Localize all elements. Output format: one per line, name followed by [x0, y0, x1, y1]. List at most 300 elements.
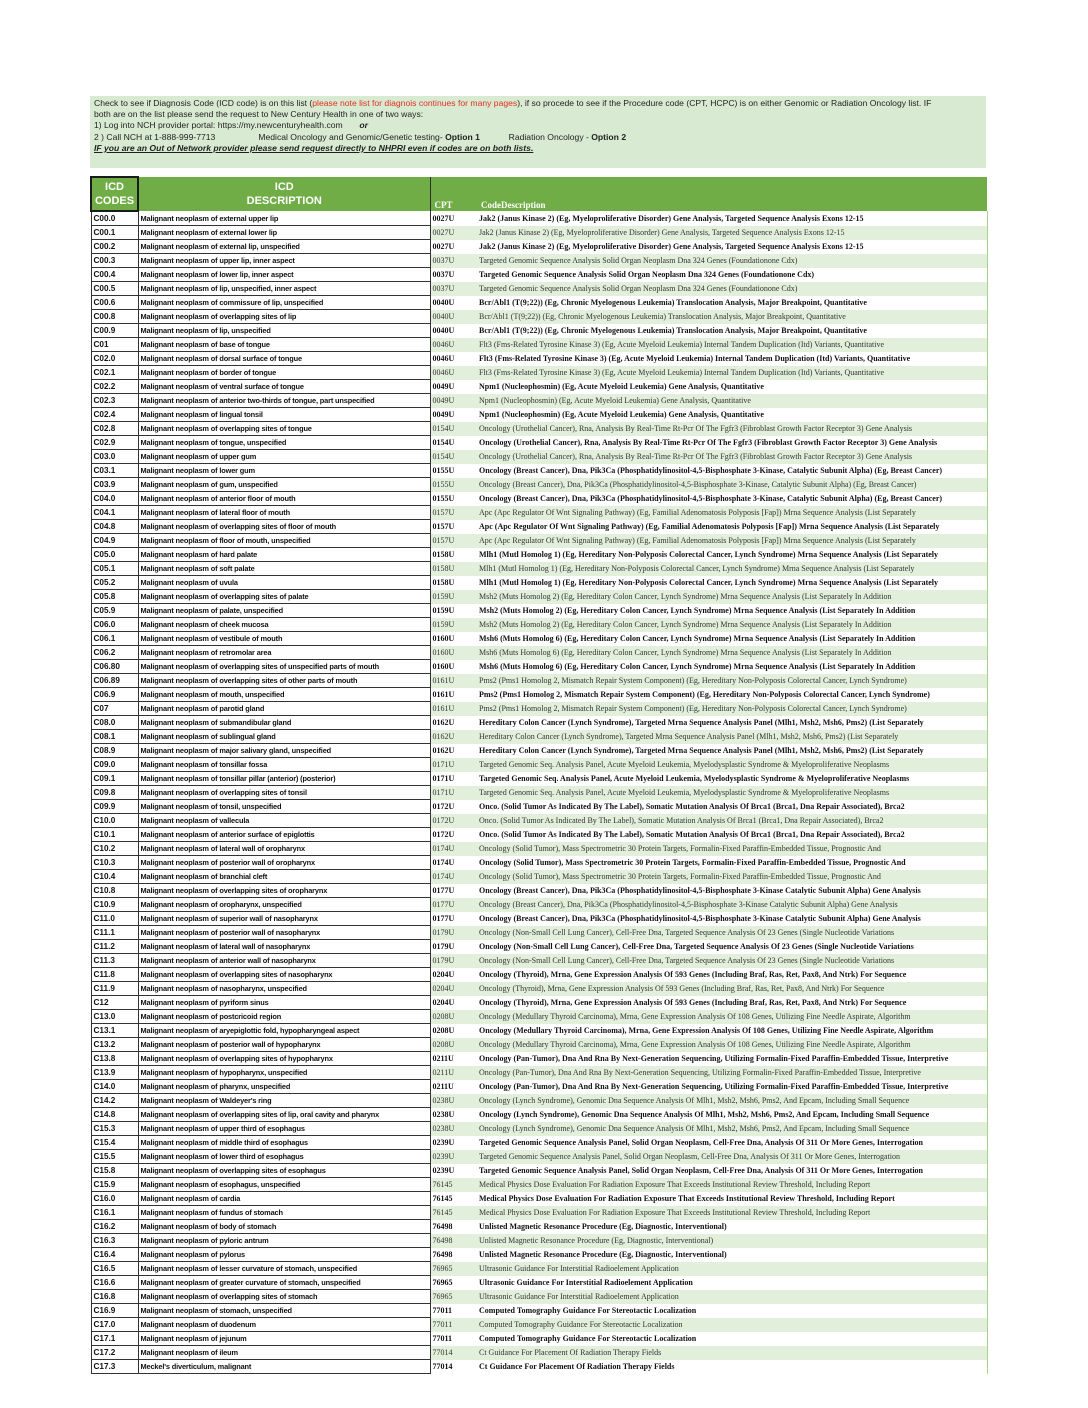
code-description-cell: Targeted Genomic Seq. Analysis Panel, Acute Myeloid Leukemia, Myelodysplastic Syndrome & Myeloproliferative Neoplasms: [477, 786, 987, 800]
icd-description-cell: Malignant neoplasm of retromolar area: [138, 646, 430, 660]
icd-description-cell: Malignant neoplasm of overlapping sites of nasopharynx: [138, 968, 430, 982]
icd-description-cell: Malignant neoplasm of anterior floor of mouth: [138, 492, 430, 506]
icd-code-cell: C00.4: [91, 268, 138, 282]
cpt-code-cell: 0204U: [430, 968, 477, 982]
table-row: [91, 1234, 987, 1248]
icd-code-cell: C11.9: [91, 982, 138, 996]
cpt-code-cell: 76498: [430, 1248, 477, 1262]
cpt-code-cell: 0172U: [430, 828, 477, 842]
icd-description-cell: Malignant neoplasm of tongue, unspecified: [138, 436, 430, 450]
cpt-code-cell: 0046U: [430, 366, 477, 380]
code-description-cell: Medical Physics Dose Evaluation For Radiation Exposure That Exceeds Institutional Review Threshold, Including Report: [477, 1192, 987, 1206]
code-description-cell: Oncology (Thyroid), Mrna, Gene Expression Analysis Of 593 Genes (Including Braf, Ras, Ret, Pax8, And Ntrk) For Sequence: [477, 996, 987, 1010]
table-row: [91, 408, 987, 422]
icd-description-cell: Malignant neoplasm of pharynx, unspecified: [138, 1080, 430, 1094]
code-description-cell: Oncology (Solid Tumor), Mass Spectrometric 30 Protein Targets, Formalin-Fixed Paraffin-Embedded Tissue, Prognostic And: [477, 856, 987, 870]
cpt-code-cell: 0238U: [430, 1108, 477, 1122]
table-row: [91, 1010, 987, 1024]
cpt-code-cell: 0157U: [430, 534, 477, 548]
table-row: [91, 352, 987, 366]
cpt-code-cell: 77014: [430, 1346, 477, 1360]
icd-description-cell: Meckel's diverticulum, malignant: [138, 1360, 430, 1374]
notice-line-3: [94, 120, 982, 131]
icd-description-cell: Malignant neoplasm of duodenum: [138, 1318, 430, 1332]
icd-description-cell: Malignant neoplasm of overlapping sites of other parts of mouth: [138, 674, 430, 688]
icd-description-cell: Malignant neoplasm of jejunum: [138, 1332, 430, 1346]
table-row: [91, 1332, 987, 1346]
icd-description-cell: Malignant neoplasm of posterior wall of nasopharynx: [138, 926, 430, 940]
icd-code-cell: C16.8: [91, 1290, 138, 1304]
cpt-code-cell: 0174U: [430, 870, 477, 884]
icd-description-cell: Malignant neoplasm of palate, unspecified: [138, 604, 430, 618]
portal-link-text: 1) Log into NCH provider portal: https://my.newcenturyhealth.com: [94, 120, 343, 131]
table-row: [91, 282, 987, 296]
cpt-code-cell: 0171U: [430, 772, 477, 786]
icd-code-cell: C16.3: [91, 1234, 138, 1248]
icd-code-cell: C16.9: [91, 1304, 138, 1318]
notice-line-5: IF you are an Out of Network provider please send request directly to NHPRI even if codes are on both lists.: [94, 142, 534, 153]
table-row: [91, 646, 987, 660]
icd-code-cell: C05.9: [91, 604, 138, 618]
table-row: [91, 268, 987, 282]
code-description-cell: Oncology (Lynch Syndrome), Genomic Dna Sequence Analysis Of Mlh1, Msh2, Msh6, Pms2, And Epcam, Including Small Sequence: [477, 1094, 987, 1108]
table-row: [91, 842, 987, 856]
cpt-code-cell: 0211U: [430, 1052, 477, 1066]
table-row: [91, 884, 987, 898]
icd-code-cell: C14.8: [91, 1108, 138, 1122]
icd-code-cell: C11.8: [91, 968, 138, 982]
icd-code-cell: C00.3: [91, 254, 138, 268]
table-row: [91, 1192, 987, 1206]
cpt-code-cell: 0037U: [430, 254, 477, 268]
icd-code-cell: C06.80: [91, 660, 138, 674]
cpt-code-cell: 76145: [430, 1206, 477, 1220]
code-description-cell: Oncology (Solid Tumor), Mass Spectrometric 30 Protein Targets, Formalin-Fixed Paraffin-Embedded Tissue, Prognostic And: [477, 870, 987, 884]
icd-description-cell: Malignant neoplasm of overlapping sites of floor of mouth: [138, 520, 430, 534]
code-description-cell: Oncology (Breast Cancer), Dna, Pik3Ca (Phosphatidylinositol-4,5-Bisphosphate 3-Kinase Catalytic Subunit Alpha) Gene Analysis: [477, 912, 987, 926]
cpt-code-cell: 0160U: [430, 646, 477, 660]
code-description-cell: Unlisted Magnetic Resonance Procedure (Eg, Diagnostic, Interventional): [477, 1220, 987, 1234]
table-row: [91, 520, 987, 534]
icd-code-cell: C08.1: [91, 730, 138, 744]
table-row: [91, 576, 987, 590]
table-row: [91, 1038, 987, 1052]
cpt-code-cell: 0159U: [430, 590, 477, 604]
icd-code-cell: C06.1: [91, 632, 138, 646]
cpt-code-cell: 0161U: [430, 702, 477, 716]
icd-code-cell: C05.1: [91, 562, 138, 576]
icd-code-cell: C10.4: [91, 870, 138, 884]
cpt-code-cell: 0049U: [430, 380, 477, 394]
cpt-code-cell: 0027U: [430, 211, 477, 226]
icd-code-cell: C02.4: [91, 408, 138, 422]
cpt-code-cell: 0162U: [430, 744, 477, 758]
icd-code-cell: C15.4: [91, 1136, 138, 1150]
icd-description-cell: Malignant neoplasm of hard palate: [138, 548, 430, 562]
icd-code-cell: C02.8: [91, 422, 138, 436]
code-description-cell: Oncology (Non-Small Cell Lung Cancer), Cell-Free Dna, Targeted Sequence Analysis Of 23 Genes (Single Nucleotide Variations: [477, 940, 987, 954]
code-description-cell: Targeted Genomic Sequence Analysis Solid Organ Neoplasm Dna 324 Genes (Foundationone Cdx): [477, 254, 987, 268]
table-row: [91, 1220, 987, 1234]
code-description-cell: Targeted Genomic Sequence Analysis Panel, Solid Organ Neoplasm, Cell-Free Dna, Analysis Of 311 Or More Genes, Interrogation: [477, 1136, 987, 1150]
code-description-cell: Oncology (Breast Cancer), Dna, Pik3Ca (Phosphatidylinositol-4,5-Bisphosphate 3-Kinase, Catalytic Subunit Alpha) (Eg, Breast Cancer): [477, 492, 987, 506]
table-body: [91, 211, 987, 1374]
option-2-text: Option 2: [591, 131, 627, 142]
table-row: [91, 674, 987, 688]
table-row: [91, 1248, 987, 1262]
icd-description-cell: Malignant neoplasm of cheek mucosa: [138, 618, 430, 632]
icd-code-cell: C05.8: [91, 590, 138, 604]
cpt-code-cell: 0155U: [430, 478, 477, 492]
icd-description-cell: Malignant neoplasm of lateral wall of nasopharynx: [138, 940, 430, 954]
code-description-cell: Oncology (Medullary Thyroid Carcinoma), Mrna, Gene Expression Analysis Of 108 Genes, Utilizing Fine Needle Aspirate, Algorithm: [477, 1010, 987, 1024]
code-description-cell: Unlisted Magnetic Resonance Procedure (Eg, Diagnostic, Interventional): [477, 1248, 987, 1262]
notice-line-1: [94, 98, 982, 109]
table-row: [91, 926, 987, 940]
code-description-cell: Targeted Genomic Sequence Analysis Panel, Solid Organ Neoplasm, Cell-Free Dna, Analysis Of 311 Or More Genes, Interrogation: [477, 1164, 987, 1178]
cpt-code-cell: 0159U: [430, 618, 477, 632]
icd-code-cell: C15.9: [91, 1178, 138, 1192]
cpt-code-cell: 0204U: [430, 996, 477, 1010]
icd-code-cell: C16.0: [91, 1192, 138, 1206]
icd-description-cell: Malignant neoplasm of overlapping sites of hypopharynx: [138, 1052, 430, 1066]
code-description-cell: Jak2 (Janus Kinase 2) (Eg, Myeloproliferative Disorder) Gene Analysis, Targeted Sequence Analysis Exons 12-15: [477, 240, 987, 254]
icd-cpt-table: [90, 176, 988, 1374]
code-description-cell: Jak2 (Janus Kinase 2) (Eg, Myeloproliferative Disorder) Gene Analysis, Targeted Sequence Analysis Exons 12-15: [477, 226, 987, 240]
table-row: [91, 702, 987, 716]
icd-description-cell: Malignant neoplasm of overlapping sites of tongue: [138, 422, 430, 436]
table-row: [91, 1080, 987, 1094]
table-row: [91, 968, 987, 982]
table-row: [91, 394, 987, 408]
code-description-cell: Oncology (Urothelial Cancer), Rna, Analysis By Real-Time Rt-Pcr Of The Fgfr3 (Fibroblast Growth Factor Receptor 3) Gene Analysis: [477, 450, 987, 464]
icd-code-cell: C09.0: [91, 758, 138, 772]
code-description-cell: Apc (Apc Regulator Of Wnt Signaling Pathway) (Eg, Familial Adenomatosis Polyposis [Fap]) Mrna Sequence Analysis (List Separately: [477, 506, 987, 520]
table-row: [91, 1290, 987, 1304]
icd-description-cell: Malignant neoplasm of uvula: [138, 576, 430, 590]
cpt-code-cell: 0157U: [430, 506, 477, 520]
code-description-cell: Jak2 (Janus Kinase 2) (Eg, Myeloproliferative Disorder) Gene Analysis, Targeted Sequence Analysis Exons 12-15: [477, 211, 987, 226]
code-description-cell: Bcr/Abl1 (T(9;22)) (Eg, Chronic Myelogenous Leukemia) Translocation Analysis, Major Breakpoint, Quantitative: [477, 310, 987, 324]
code-description-cell: Targeted Genomic Seq. Analysis Panel, Acute Myeloid Leukemia, Myelodysplastic Syndrome & Myeloproliferative Neoplasms: [477, 758, 987, 772]
table-row: [91, 772, 987, 786]
table-row: [91, 786, 987, 800]
cpt-code-cell: 0238U: [430, 1122, 477, 1136]
code-description-cell: Targeted Genomic Sequence Analysis Panel, Solid Organ Neoplasm, Cell-Free Dna, Analysis Of 311 Or More Genes, Interrogation: [477, 1150, 987, 1164]
code-description-cell: Ct Guidance For Placement Of Radiation Therapy Fields: [477, 1346, 987, 1360]
table-row: [91, 1136, 987, 1150]
icd-description-cell: Malignant neoplasm of tonsillar fossa: [138, 758, 430, 772]
cpt-code-cell: 0046U: [430, 352, 477, 366]
code-description-cell: Pms2 (Pms1 Homolog 2, Mismatch Repair System Component) (Eg, Hereditary Non-Polyposis Colorectal Cancer, Lynch Syndrome): [477, 702, 987, 716]
icd-code-cell: C11.1: [91, 926, 138, 940]
code-description-cell: Oncology (Thyroid), Mrna, Gene Expression Analysis Of 593 Genes (Including Braf, Ras, Ret, Pax8, And Ntrk) For Sequence: [477, 982, 987, 996]
table-row: [91, 800, 987, 814]
icd-description-cell: Malignant neoplasm of branchial cleft: [138, 870, 430, 884]
code-description-cell: Oncology (Breast Cancer), Dna, Pik3Ca (Phosphatidylinositol-4,5-Bisphosphate 3-Kinase Catalytic Subunit Alpha) Gene Analysis: [477, 898, 987, 912]
icd-code-cell: C00.1: [91, 226, 138, 240]
code-description-cell: Npm1 (Nucleophosmin) (Eg, Acute Myeloid Leukemia) Gene Analysis, Quantitative: [477, 394, 987, 408]
notice-warning-text: please note list for diagnois continues for many pages: [312, 98, 518, 108]
cpt-code-cell: 0158U: [430, 576, 477, 590]
table-row: [91, 1206, 987, 1220]
icd-code-cell: C02.9: [91, 436, 138, 450]
icd-description-cell: Malignant neoplasm of overlapping sites of oropharynx: [138, 884, 430, 898]
table-row: [91, 1066, 987, 1080]
table-row: [91, 226, 987, 240]
cpt-code-cell: 0208U: [430, 1038, 477, 1052]
table-row: [91, 1276, 987, 1290]
table-row: [91, 506, 987, 520]
icd-description-cell: Malignant neoplasm of commissure of lip, unspecified: [138, 296, 430, 310]
table-row: [91, 660, 987, 674]
icd-description-cell: Malignant neoplasm of tonsillar pillar (anterior) (posterior): [138, 772, 430, 786]
icd-description-cell: Malignant neoplasm of lingual tonsil: [138, 408, 430, 422]
icd-description-cell: Malignant neoplasm of body of stomach: [138, 1220, 430, 1234]
icd-code-cell: C10.9: [91, 898, 138, 912]
table-row: [91, 688, 987, 702]
table-row: [91, 954, 987, 968]
icd-code-cell: C06.0: [91, 618, 138, 632]
table-row: [91, 1304, 987, 1318]
code-description-cell: Mlh1 (Mutl Homolog 1) (Eg, Hereditary Non-Polyposis Colorectal Cancer, Lynch Syndrome) Mrna Sequence Analysis (List Separately: [477, 562, 987, 576]
cpt-code-cell: 77011: [430, 1332, 477, 1346]
table-row: [91, 940, 987, 954]
table-row: [91, 1094, 987, 1108]
table-row: [91, 1178, 987, 1192]
icd-description-cell: Malignant neoplasm of overlapping sites of unspecified parts of mouth: [138, 660, 430, 674]
icd-code-cell: C02.1: [91, 366, 138, 380]
icd-code-cell: C13.8: [91, 1052, 138, 1066]
icd-code-cell: C13.0: [91, 1010, 138, 1024]
cpt-code-cell: 76498: [430, 1234, 477, 1248]
icd-description-cell: Malignant neoplasm of pylorus: [138, 1248, 430, 1262]
code-description-cell: Ultrasonic Guidance For Interstitial Radioelement Application: [477, 1290, 987, 1304]
code-description-cell: Onco. (Solid Tumor As Indicated By The Label), Somatic Mutation Analysis Of Brca1 (Brca1, Dna Repair Associated), Brca2: [477, 800, 987, 814]
cpt-code-cell: 0162U: [430, 716, 477, 730]
cpt-code-cell: 0239U: [430, 1136, 477, 1150]
cpt-code-cell: 0204U: [430, 982, 477, 996]
table-row: [91, 1262, 987, 1276]
icd-code-cell: C10.3: [91, 856, 138, 870]
code-description-cell: Oncology (Solid Tumor), Mass Spectrometric 30 Protein Targets, Formalin-Fixed Paraffin-Embedded Tissue, Prognostic And: [477, 842, 987, 856]
table-row: [91, 1108, 987, 1122]
code-description-cell: Ct Guidance For Placement Of Radiation Therapy Fields: [477, 1360, 987, 1374]
table-row: [91, 464, 987, 478]
icd-code-cell: C00.6: [91, 296, 138, 310]
icd-code-cell: C05.2: [91, 576, 138, 590]
cpt-code-cell: 0154U: [430, 422, 477, 436]
table-row: [91, 478, 987, 492]
code-description-cell: Oncology (Non-Small Cell Lung Cancer), Cell-Free Dna, Targeted Sequence Analysis Of 23 Genes (Single Nucleotide Variations: [477, 926, 987, 940]
code-description-cell: Oncology (Breast Cancer), Dna, Pik3Ca (Phosphatidylinositol-4,5-Bisphosphate 3-Kinase Catalytic Subunit Alpha) Gene Analysis: [477, 884, 987, 898]
icd-code-cell: C16.5: [91, 1262, 138, 1276]
code-description-cell: Onco. (Solid Tumor As Indicated By The Label), Somatic Mutation Analysis Of Brca1 (Brca1, Dna Repair Associated), Brca2: [477, 814, 987, 828]
icd-code-cell: C09.9: [91, 800, 138, 814]
icd-description-cell: Malignant neoplasm of postcricoid region: [138, 1010, 430, 1024]
icd-code-cell: C02.2: [91, 380, 138, 394]
cpt-code-cell: 0208U: [430, 1024, 477, 1038]
cpt-code-cell: 0161U: [430, 674, 477, 688]
code-description-cell: Msh2 (Muts Homolog 2) (Eg, Hereditary Colon Cancer, Lynch Syndrome) Mrna Sequence Analysis (List Separately In Addition: [477, 618, 987, 632]
table-row: [91, 254, 987, 268]
icd-code-cell: C00.8: [91, 310, 138, 324]
icd-code-cell: C17.2: [91, 1346, 138, 1360]
table-row: [91, 898, 987, 912]
code-description-cell: Ultrasonic Guidance For Interstitial Radioelement Application: [477, 1262, 987, 1276]
notice-line-4: [94, 132, 982, 143]
icd-description-cell: Malignant neoplasm of gum, unspecified: [138, 478, 430, 492]
cpt-code-cell: 0161U: [430, 688, 477, 702]
header-icd-codes: ICD CODES: [91, 177, 138, 211]
table-row: [91, 590, 987, 604]
icd-code-cell: C10.2: [91, 842, 138, 856]
header-code-description: CodeDescription: [477, 177, 987, 211]
icd-code-cell: C11.2: [91, 940, 138, 954]
code-description-cell: Mlh1 (Mutl Homolog 1) (Eg, Hereditary Non-Polyposis Colorectal Cancer, Lynch Syndrome) Mrna Sequence Analysis (List Separately: [477, 548, 987, 562]
cpt-code-cell: 0160U: [430, 660, 477, 674]
icd-description-cell: Malignant neoplasm of overlapping sites of lip: [138, 310, 430, 324]
cpt-code-cell: 0027U: [430, 240, 477, 254]
cpt-code-cell: 0179U: [430, 940, 477, 954]
icd-code-cell: C11.0: [91, 912, 138, 926]
cpt-code-cell: 76145: [430, 1178, 477, 1192]
cpt-code-cell: 0158U: [430, 548, 477, 562]
table-row: [91, 604, 987, 618]
icd-description-cell: Malignant neoplasm of external upper lip: [138, 211, 430, 226]
icd-code-cell: C09.8: [91, 786, 138, 800]
icd-description-cell: Malignant neoplasm of border of tongue: [138, 366, 430, 380]
table-row: [91, 1346, 987, 1360]
cpt-code-cell: 0040U: [430, 324, 477, 338]
table-row: [91, 1150, 987, 1164]
phone-text: 2 ) Call NCH at 1-888-999-7713: [94, 131, 216, 142]
icd-description-cell: Malignant neoplasm of oropharynx, unspecified: [138, 898, 430, 912]
icd-description-cell: Malignant neoplasm of lower gum: [138, 464, 430, 478]
code-description-cell: Oncology (Medullary Thyroid Carcinoma), Mrna, Gene Expression Analysis Of 108 Genes, Utilizing Fine Needle Aspirate, Algorithm: [477, 1024, 987, 1038]
icd-description-cell: Malignant neoplasm of soft palate: [138, 562, 430, 576]
code-description-cell: Bcr/Abl1 (T(9;22)) (Eg, Chronic Myelogenous Leukemia) Translocation Analysis, Major Breakpoint, Quantitative: [477, 296, 987, 310]
icd-description-cell: Malignant neoplasm of ileum: [138, 1346, 430, 1360]
icd-description-cell: Malignant neoplasm of cardia: [138, 1192, 430, 1206]
icd-code-cell: C15.5: [91, 1150, 138, 1164]
icd-description-cell: Malignant neoplasm of vestibule of mouth: [138, 632, 430, 646]
cpt-code-cell: 76498: [430, 1220, 477, 1234]
notice-text: Check to see if Diagnosis Code (ICD code) is on this list (: [94, 98, 313, 108]
cpt-code-cell: 76965: [430, 1276, 477, 1290]
icd-description-cell: Malignant neoplasm of lip, unspecified, inner aspect: [138, 282, 430, 296]
header-cpt: CPT: [430, 177, 477, 211]
code-description-cell: Npm1 (Nucleophosmin) (Eg, Acute Myeloid Leukemia) Gene Analysis, Quantitative: [477, 408, 987, 422]
table-row: [91, 618, 987, 632]
icd-code-cell: C08.0: [91, 716, 138, 730]
cpt-code-cell: 77011: [430, 1304, 477, 1318]
icd-description-cell: Malignant neoplasm of overlapping sites of stomach: [138, 1290, 430, 1304]
icd-description-cell: Malignant neoplasm of posterior wall of hypopharynx: [138, 1038, 430, 1052]
cpt-code-cell: 0037U: [430, 268, 477, 282]
code-description-cell: Oncology (Medullary Thyroid Carcinoma), Mrna, Gene Expression Analysis Of 108 Genes, Utilizing Fine Needle Aspirate, Algorithm: [477, 1038, 987, 1052]
icd-description-cell: Malignant neoplasm of greater curvature of stomach, unspecified: [138, 1276, 430, 1290]
cpt-code-cell: 0172U: [430, 814, 477, 828]
icd-description-cell: Malignant neoplasm of upper gum: [138, 450, 430, 464]
icd-description-cell: Malignant neoplasm of lower third of esophagus: [138, 1150, 430, 1164]
icd-description-cell: Malignant neoplasm of anterior wall of nasopharynx: [138, 954, 430, 968]
code-description-cell: Flt3 (Fms-Related Tyrosine Kinase 3) (Eg, Acute Myeloid Leukemia) Internal Tandem Duplication (Itd) Variants, Quantitative: [477, 338, 987, 352]
icd-code-cell: C04.9: [91, 534, 138, 548]
cpt-code-cell: 77011: [430, 1318, 477, 1332]
code-description-cell: Oncology (Non-Small Cell Lung Cancer), Cell-Free Dna, Targeted Sequence Analysis Of 23 Genes (Single Nucleotide Variations: [477, 954, 987, 968]
cpt-code-cell: 0179U: [430, 954, 477, 968]
icd-code-cell: C04.1: [91, 506, 138, 520]
icd-description-cell: Malignant neoplasm of sublingual gland: [138, 730, 430, 744]
icd-description-cell: Malignant neoplasm of esophagus, unspecified: [138, 1178, 430, 1192]
code-description-cell: Pms2 (Pms1 Homolog 2, Mismatch Repair System Component) (Eg, Hereditary Non-Polyposis Colorectal Cancer, Lynch Syndrome): [477, 688, 987, 702]
icd-description-cell: Malignant neoplasm of anterior surface of epiglottis: [138, 828, 430, 842]
cpt-code-cell: 0160U: [430, 632, 477, 646]
code-description-cell: Oncology (Breast Cancer), Dna, Pik3Ca (Phosphatidylinositol-4,5-Bisphosphate 3-Kinase, Catalytic Subunit Alpha) (Eg, Breast Cancer): [477, 464, 987, 478]
icd-code-cell: C15.3: [91, 1122, 138, 1136]
code-description-cell: Oncology (Lynch Syndrome), Genomic Dna Sequence Analysis Of Mlh1, Msh2, Msh6, Pms2, And Epcam, Including Small Sequence: [477, 1108, 987, 1122]
header-icd-description: ICD DESCRIPTION: [138, 177, 430, 211]
cpt-code-cell: 0177U: [430, 912, 477, 926]
code-description-cell: Unlisted Magnetic Resonance Procedure (Eg, Diagnostic, Interventional): [477, 1234, 987, 1248]
icd-code-cell: C10.8: [91, 884, 138, 898]
icd-code-cell: C16.4: [91, 1248, 138, 1262]
icd-description-cell: Malignant neoplasm of major salivary gland, unspecified: [138, 744, 430, 758]
table-row: [91, 324, 987, 338]
icd-code-cell: C12: [91, 996, 138, 1010]
table-row: [91, 380, 987, 394]
cpt-code-cell: 0040U: [430, 310, 477, 324]
code-description-cell: Oncology (Breast Cancer), Dna, Pik3Ca (Phosphatidylinositol-4,5-Bisphosphate 3-Kinase, Catalytic Subunit Alpha) (Eg, Breast Cancer): [477, 478, 987, 492]
code-description-cell: Hereditary Colon Cancer (Lynch Syndrome), Targeted Mrna Sequence Analysis Panel (Mlh1, Msh2, Msh6, Pms2) (List Separately: [477, 716, 987, 730]
cpt-code-cell: 0238U: [430, 1094, 477, 1108]
cpt-code-cell: 0239U: [430, 1164, 477, 1178]
cpt-code-cell: 0049U: [430, 408, 477, 422]
icd-code-cell: C00.0: [91, 211, 138, 226]
icd-code-cell: C06.89: [91, 674, 138, 688]
cpt-code-cell: 0174U: [430, 842, 477, 856]
instructions-notice: [90, 96, 986, 168]
icd-description-cell: Malignant neoplasm of Waldeyer's ring: [138, 1094, 430, 1108]
code-description-cell: Medical Physics Dose Evaluation For Radiation Exposure That Exceeds Institutional Review Threshold, Including Report: [477, 1206, 987, 1220]
icd-description-cell: Malignant neoplasm of submandibular gland: [138, 716, 430, 730]
cpt-code-cell: 0049U: [430, 394, 477, 408]
code-description-cell: Apc (Apc Regulator Of Wnt Signaling Pathway) (Eg, Familial Adenomatosis Polyposis [Fap]) Mrna Sequence Analysis (List Separately: [477, 534, 987, 548]
cpt-code-cell: 76145: [430, 1192, 477, 1206]
icd-description-cell: Malignant neoplasm of anterior two-thirds of tongue, part unspecified: [138, 394, 430, 408]
icd-description-cell: Malignant neoplasm of posterior wall of oropharynx: [138, 856, 430, 870]
icd-code-cell: C13.1: [91, 1024, 138, 1038]
cpt-code-cell: 76965: [430, 1290, 477, 1304]
code-description-cell: Oncology (Lynch Syndrome), Genomic Dna Sequence Analysis Of Mlh1, Msh2, Msh6, Pms2, And Epcam, Including Small Sequence: [477, 1122, 987, 1136]
icd-code-cell: C04.0: [91, 492, 138, 506]
icd-description-cell: Malignant neoplasm of tonsil, unspecified: [138, 800, 430, 814]
cpt-code-cell: 0239U: [430, 1150, 477, 1164]
icd-description-cell: Malignant neoplasm of overlapping sites of tonsil: [138, 786, 430, 800]
cpt-code-cell: 0171U: [430, 758, 477, 772]
icd-code-cell: C16.2: [91, 1220, 138, 1234]
code-description-cell: Targeted Genomic Seq. Analysis Panel, Acute Myeloid Leukemia, Myelodysplastic Syndrome & Myeloproliferative Neoplasms: [477, 772, 987, 786]
table-row: [91, 492, 987, 506]
icd-code-cell: C16.6: [91, 1276, 138, 1290]
code-description-cell: Msh6 (Muts Homolog 6) (Eg, Hereditary Colon Cancer, Lynch Syndrome) Mrna Sequence Analysis (List Separately In Addition: [477, 660, 987, 674]
code-description-cell: Oncology (Thyroid), Mrna, Gene Expression Analysis Of 593 Genes (Including Braf, Ras, Ret, Pax8, And Ntrk) For Sequence: [477, 968, 987, 982]
table-row: [91, 870, 987, 884]
icd-code-cell: C00.9: [91, 324, 138, 338]
cpt-code-cell: 0159U: [430, 604, 477, 618]
cpt-code-cell: 0154U: [430, 450, 477, 464]
